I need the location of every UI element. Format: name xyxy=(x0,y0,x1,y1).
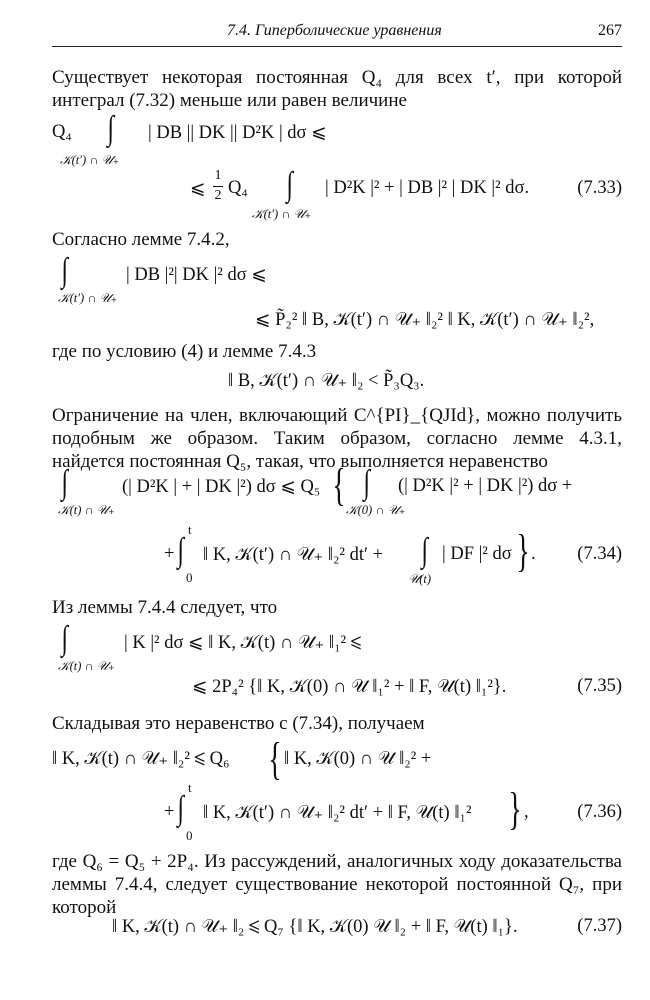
equation-number-7-34: (7.34) xyxy=(577,544,622,564)
eq-734-domain3: 𝒰(t) xyxy=(408,572,432,586)
eq-734-domain2: 𝒦(0) ∩ 𝒰₊ xyxy=(346,503,406,517)
eq-742-line1: | DB |²| DK |² dσ ⩽ xyxy=(126,265,267,285)
eq-734-line2b: | DF |² dσ xyxy=(442,544,512,564)
integral-sign: ∫ xyxy=(363,464,370,501)
integral-sign: ∫ xyxy=(107,110,114,147)
eq-736-line2: ‖ K, 𝒦(t′) ∩ 𝒰₊ ‖₂² dt′ + ‖ F, 𝒰(t) ‖₁² xyxy=(203,803,472,823)
paragraph-1: Существует некоторая постоянная Q₄ для всех t′, при которой интеграл (7.32) меньше или равен величине xyxy=(52,67,622,111)
upper-limit: t xyxy=(188,522,192,537)
eq-734-line1: (| D²K | + | DK |²) dσ ⩽ Q₅ xyxy=(122,477,321,497)
eq-736-plus: + xyxy=(164,802,175,822)
header-rule xyxy=(52,46,622,47)
fraction-bar xyxy=(213,186,223,187)
eq-734-end: . xyxy=(531,544,536,564)
paragraph-4: Ограничение на член, включающий C^{PI}_{QJId}, можно получить подобным же образом. Таким образом, согласно лемме 4.3.1, найдется постоянная Q₅, такая, что выполняется неравенство xyxy=(52,405,622,472)
right-brace: } xyxy=(508,783,522,834)
integral-sign: ∫ xyxy=(61,252,68,289)
eq-735-domain: 𝒦(t) ∩ 𝒰₊ xyxy=(58,659,115,673)
eq-736-line1: ‖ K, 𝒦(t) ∩ 𝒰₊ ‖₂² ⩽ Q₆ xyxy=(52,749,230,769)
eq-742-line2: ⩽ P̃₂² ‖ B, 𝒦(t′) ∩ 𝒰₊ ‖₂² ‖ K, 𝒦(t′) ∩ 𝒰₊ ‖₂², xyxy=(255,310,595,330)
eq-733-domain2: 𝒦(t′) ∩ 𝒰₊ xyxy=(252,207,312,221)
page-number: 267 xyxy=(598,22,622,39)
page-header xyxy=(52,22,622,46)
integral-sign: ∫ xyxy=(177,790,184,827)
frac-numerator: 1 xyxy=(214,168,222,183)
frac-denominator: 2 xyxy=(214,188,222,203)
lower-limit: 0 xyxy=(186,828,193,843)
eq-734-domain1: 𝒦(t) ∩ 𝒰₊ xyxy=(58,503,115,517)
paragraph-3: где по условию (4) и лемме 7.4.3 xyxy=(52,341,317,362)
eq-734-plus: + xyxy=(164,544,175,564)
lower-limit: 0 xyxy=(186,570,193,585)
eq-733-leq: ⩽ xyxy=(190,179,206,199)
eq-735-line1: | K |² dσ ⩽ ‖ K, 𝒦(t) ∩ 𝒰₊ ‖₁² ⩽ xyxy=(124,633,362,653)
eq-733-line2: | D²K |² + | DB |² | DK |² dσ. xyxy=(325,178,530,198)
paragraph-5: Из леммы 7.4.4 следует, что xyxy=(52,597,278,618)
right-brace: } xyxy=(516,525,530,576)
eq-734-line1b: (| D²K |² + | DK |²) dσ + xyxy=(398,476,573,496)
equation-number-7-35: (7.35) xyxy=(577,676,622,696)
eq-735-line2: ⩽ 2P₄² {‖ K, 𝒦(0) ∩ 𝒰 ‖₁² + ‖ F, 𝒰(t) ‖₁²}. xyxy=(192,677,507,697)
eq-737: ‖ K, 𝒦(t) ∩ 𝒰₊ ‖₂ ⩽ Q₇ {‖ K, 𝒦(0) 𝒰 ‖₂ + ‖ F, 𝒰(t) ‖₁}. xyxy=(112,917,518,937)
eq-734-line2: ‖ K, 𝒦(t′) ∩ 𝒰₊ ‖₂² dt′ + xyxy=(203,545,384,565)
paragraph-7: где Q₆ = Q₅ + 2P₄. Из рассуждений, аналогичных ходу доказательства леммы 7.4.4, следует существование некоторой постоянной Q₇, при которой xyxy=(52,851,622,918)
eq-733-domain1: 𝒦(t′) ∩ 𝒰₊ xyxy=(60,153,120,167)
equation-number-7-33: (7.33) xyxy=(577,178,622,198)
eq-733-line1: | DB || DK || D²K | dσ ⩽ xyxy=(148,123,327,143)
left-brace: { xyxy=(268,733,282,784)
equation-number-7-37: (7.37) xyxy=(577,916,622,936)
eq-736-line1b: ‖ K, 𝒦(0) ∩ 𝒰 ‖₂² + xyxy=(284,749,432,769)
upper-limit: t xyxy=(188,780,192,795)
eq-733-prefix: Q₄ xyxy=(52,122,72,142)
integral-sign: ∫ xyxy=(61,464,68,501)
integral-sign: ∫ xyxy=(421,532,428,569)
paragraph-6: Складывая это неравенство с (7.34), получаем xyxy=(52,713,425,734)
left-brace: { xyxy=(332,459,346,510)
running-head: 7.4. Гиперболические уравнения xyxy=(227,22,442,39)
integral-sign: ∫ xyxy=(61,620,68,657)
eq-736-end: , xyxy=(524,802,529,822)
equation-number-7-36: (7.36) xyxy=(577,802,622,822)
eq-lemma-743: ‖ B, 𝒦(t′) ∩ 𝒰₊ ‖₂ < P̃₃Q₃. xyxy=(228,371,425,391)
integral-sign: ∫ xyxy=(177,532,184,569)
integral-sign: ∫ xyxy=(286,166,293,203)
eq-733-q4: Q₄ xyxy=(228,178,248,198)
paragraph-2: Согласно лемме 7.4.2, xyxy=(52,229,230,250)
eq-742-domain: 𝒦(t′) ∩ 𝒰₊ xyxy=(58,291,118,305)
